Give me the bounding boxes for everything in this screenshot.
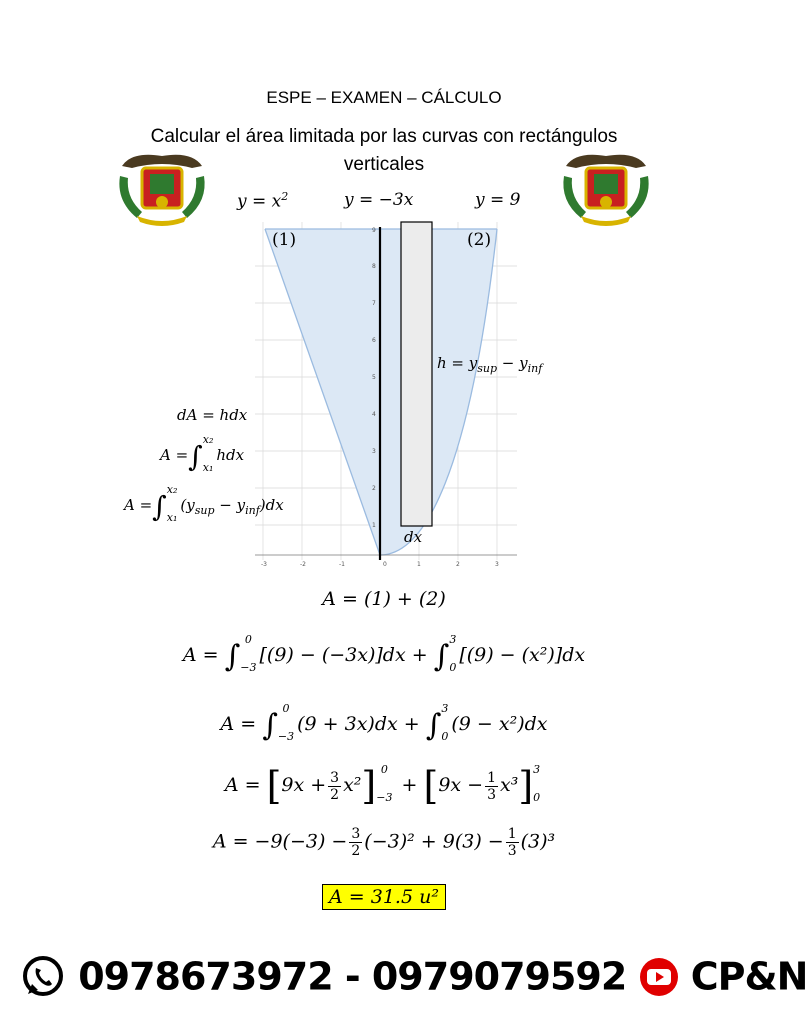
youtube-icon [639, 957, 679, 997]
final-answer-row [0, 886, 768, 908]
crest-right-icon [556, 146, 656, 226]
svg-text:2: 2 [372, 485, 376, 492]
svg-text:-1: -1 [339, 561, 345, 568]
area-integral-h: A =∫ x₂ x₁ hdx [160, 433, 245, 474]
svg-text:-2: -2 [300, 561, 306, 568]
phone-numbers: 0978673972 - 0979079592 [78, 954, 627, 999]
rectangle-strip [401, 222, 432, 526]
svg-text:7: 7 [372, 300, 376, 307]
svg-text:3: 3 [495, 561, 499, 568]
svg-text:3: 3 [372, 448, 376, 455]
step-antiderivative: A = [9x + $\frac{3}{2}$ x²] 0 −3 + [9x − $\frac{1}{3}$ x³] 3 0 [224, 763, 541, 808]
step-evaluation: A = −9(−3) − $\frac{3}{2}$ (−3)² + 9(3) − $\frac{1}{3}$ (3)³ [212, 826, 556, 859]
crest-left-icon [112, 146, 212, 226]
svg-text:6: 6 [372, 337, 376, 344]
x-ticks [261, 561, 499, 568]
curve-parabola: $y = x^2$ [237, 190, 289, 212]
whatsapp-icon [20, 954, 66, 1000]
region-label-1: (1) [272, 230, 297, 250]
curve-horizontal: y = 9 [475, 190, 521, 210]
step-sum: A = (1) + (2) [322, 588, 446, 610]
area-graph [255, 222, 517, 574]
svg-text:-3: -3 [261, 561, 267, 568]
svg-text:4: 4 [372, 411, 376, 418]
step-integrals: A = ∫ 0 −3 [(9) − (−3x)]dx + ∫ 3 0 [(9) − (x²)]dx [182, 633, 586, 674]
contact-footer [20, 952, 807, 1012]
problem-statement: Calcular el área limitada por las curvas con rectángulos verticales [150, 126, 618, 175]
page-title: ESPE – EXAMEN – CÁLCULO [266, 88, 502, 107]
dx-label: dx [404, 528, 423, 546]
da-formula: dA = hdx [177, 406, 248, 424]
brand-name: CP&N [690, 954, 807, 999]
region-label-2: (2) [467, 230, 492, 250]
svg-text:2: 2 [456, 561, 460, 568]
svg-text:0: 0 [383, 561, 387, 568]
svg-text:9: 9 [372, 227, 376, 234]
height-formula: $h = y_{sup} - y_{inf}$ [437, 354, 543, 375]
svg-text:1: 1 [372, 522, 376, 529]
svg-text:1: 1 [417, 561, 421, 568]
svg-text:5: 5 [372, 374, 376, 381]
svg-text:8: 8 [372, 263, 376, 270]
final-answer: A = 31.5 u² [322, 884, 446, 910]
area-integral-diff: A =∫ x₂ x₁ $(y_{sup} - y_{inf})dx$ [124, 483, 284, 524]
curve-line: y = −3x [344, 190, 414, 210]
step-simplified: A = ∫ 0 −3 (9 + 3x)dx + ∫ 3 0 (9 − x²)dx [220, 702, 548, 743]
